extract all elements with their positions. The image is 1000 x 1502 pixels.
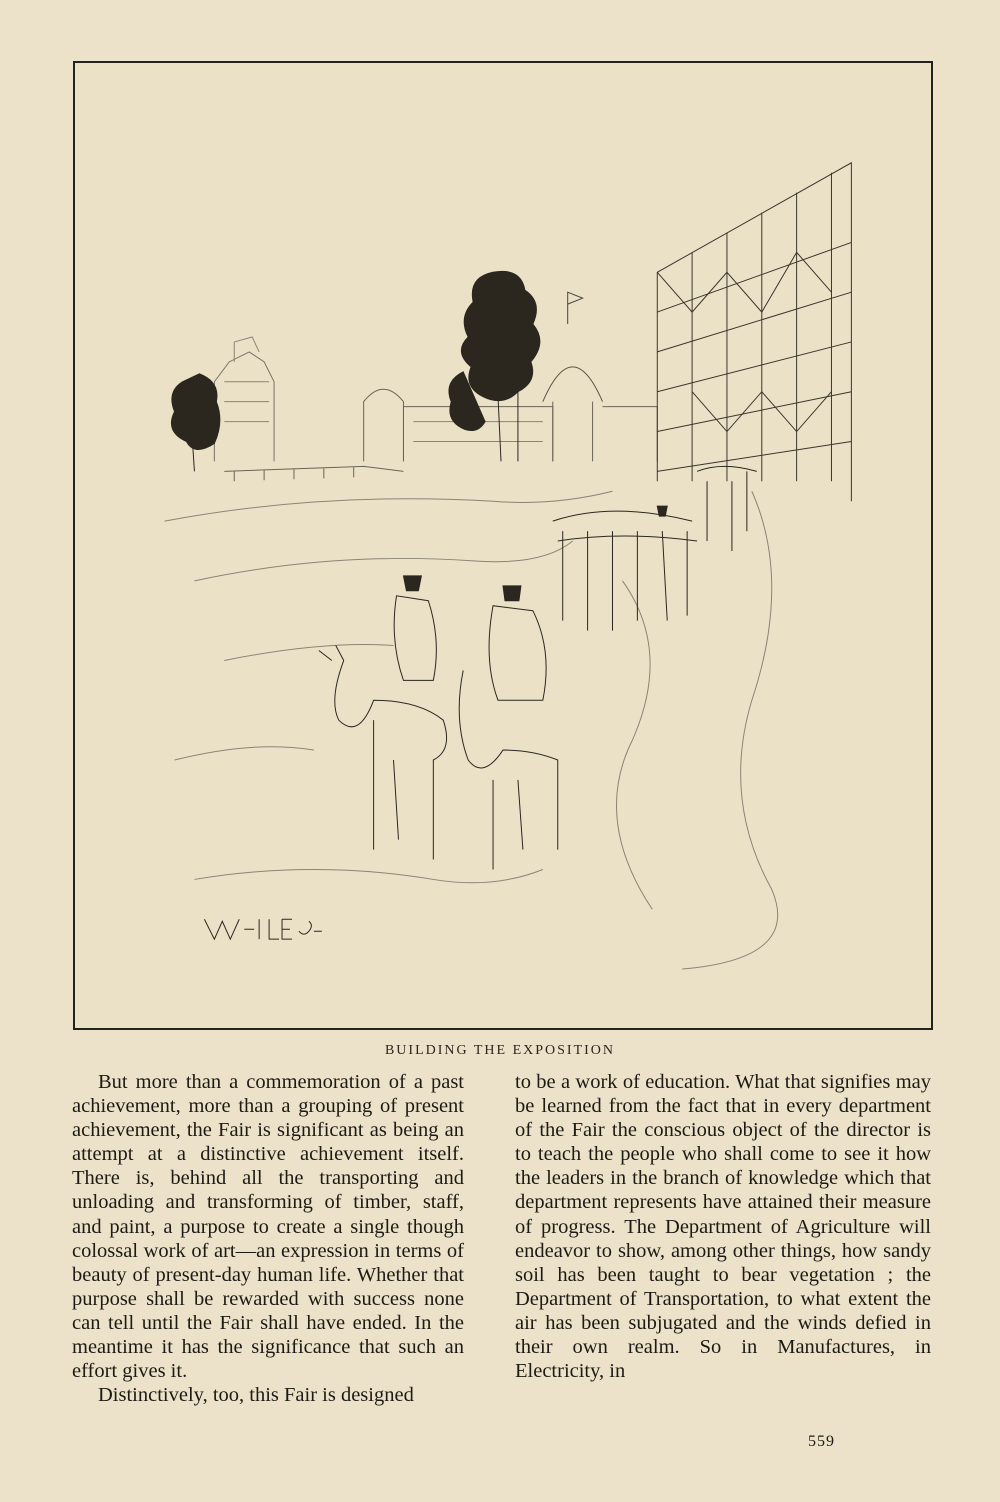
page-number: 559 bbox=[808, 1433, 835, 1450]
left-building bbox=[214, 337, 274, 461]
rider-left bbox=[319, 576, 447, 860]
scaffolding bbox=[657, 163, 851, 501]
artist-signature bbox=[204, 919, 321, 939]
paragraph: Distinctively, too, this Fair is designed bbox=[98, 1384, 414, 1407]
illustration bbox=[73, 61, 933, 1030]
exposition-sketch bbox=[75, 63, 931, 1028]
left-column bbox=[72, 1070, 464, 1407]
figure-caption: BUILDING THE EXPOSITION bbox=[384, 1043, 616, 1058]
mule-team bbox=[553, 506, 697, 630]
rider-right bbox=[459, 586, 558, 870]
right-column bbox=[515, 1070, 931, 1383]
paragraph: to be a work of education. What that signifies may be learned from the fact that in every department of the Fair the conscious object of the director is to teach the people who shall come to see it how the leaders in the branch of knowledge which that department represents have attained their measure of progress. The Department of Agriculture will endeavor to show, among other things, how sandy soil has been taught to bear vegetation ; the Department of Transportation, to what extent the air has been subjugated and the winds defied in their own realm. So in Manufactures, in Electricity, in bbox=[515, 1071, 931, 1383]
paragraph: But more than a commemoration of a past achievement, more than a grouping of present achievement, the Fair is significant as being an attempt at a distinctive achievement itself. There is, behind all the transporting and unloading and transforming of timber, staff, and paint, a purpose to create a single though colossal work of art—an expression in terms of beauty of present-day human life. Whether that purpose shall be rewarded with success none can tell until the Fair shall have ended. In the meantime it has the significance that such an effort gives it. bbox=[72, 1071, 464, 1383]
ground bbox=[165, 491, 778, 969]
bridge bbox=[224, 466, 403, 481]
